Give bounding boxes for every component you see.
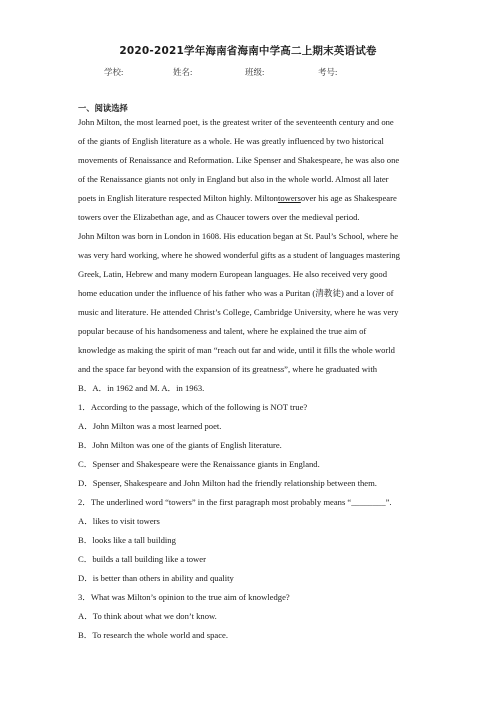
passage-line: Greek, Latin, Hebrew and many modern European languages. He also received very good (78, 269, 388, 279)
section-heading: 一、阅读选择 (78, 103, 128, 113)
class-label: 班级: (245, 67, 265, 77)
passage-line: B．A．in 1962 and M. A．in 1963. (78, 383, 205, 393)
exam-title: 2020-2021学年海南省海南中学高二上期末英语试卷 (119, 45, 377, 57)
number-label: 考号: (318, 67, 338, 77)
option-2a: A．likes to visit towers (78, 516, 160, 526)
passage-line: of the Renaissance giants not only in England but also in the whole world. Almost all later (78, 174, 389, 184)
question-2: 2．The underlined word “towers” in the first paragraph most probably means “________”. (78, 497, 392, 507)
option-1d: D．Spenser, Shakespeare and John Milton had the friendly relationship between them. (78, 478, 377, 488)
underlined-word-towers: towers (277, 193, 301, 203)
passage-line: John Milton was born in London in 1608. His education began at St. Paul’s School, where he (78, 231, 399, 241)
passage-line: and the space far beyond with the expansion of its greatness”, where he graduated with (78, 364, 378, 374)
passage-line: movements of Renaissance and Reformation. Like Spenser and Shakespeare, he was also one (78, 155, 400, 165)
option-2c: C．builds a tall building like a tower (78, 554, 206, 564)
question-1: 1．According to the passage, which of the following is NOT true? (78, 402, 308, 412)
passage-line: home education under the influence of his father who was a Puritan (清教徒) and a lover of (78, 288, 394, 298)
passage-line: music and literature. He attended Christ’s College, Cambridge University, where he was very (78, 307, 399, 317)
option-2b: B．looks like a tall building (78, 535, 176, 545)
passage-line: John Milton, the most learned poet, is the greatest writer of the seventeenth century and one (78, 117, 394, 127)
option-1c: C．Spenser and Shakespeare were the Renaissance giants in England. (78, 459, 320, 469)
question-3: 3．What was Milton’s opinion to the true aim of knowledge? (78, 592, 290, 602)
option-1b: B．John Milton was one of the giants of English literature. (78, 440, 282, 450)
option-3b: B．To research the whole world and space. (78, 630, 228, 640)
passage-line (78, 194, 397, 203)
passage-line: was very hard working, where he showed wonderful gifts as a student of languages mastering (78, 250, 400, 260)
name-label: 姓名: (173, 67, 193, 77)
passage-text: poets in English literature respected Milton highly. Milton (78, 193, 278, 203)
passage-line: towers over the Elizabethan age, and as Chaucer towers over the medieval period. (78, 212, 360, 222)
school-label: 学校: (104, 67, 124, 77)
passage-line: popular because of his handsomeness and talent, where he explained the true aim of (78, 326, 367, 336)
option-1a: A．John Milton was a most learned poet. (78, 421, 222, 431)
option-2d: D．is better than others in ability and quality (78, 573, 234, 583)
passage-line: knowledge as making the spirit of man “reach out far and wide, until it fills the whole world (78, 345, 395, 355)
option-3a: A．To think about what we don’t know. (78, 611, 217, 621)
passage-text: over his age as Shakespeare (300, 193, 397, 203)
passage-line: of the giants of English literature as a whole. He was greatly influenced by two historical (78, 136, 384, 146)
